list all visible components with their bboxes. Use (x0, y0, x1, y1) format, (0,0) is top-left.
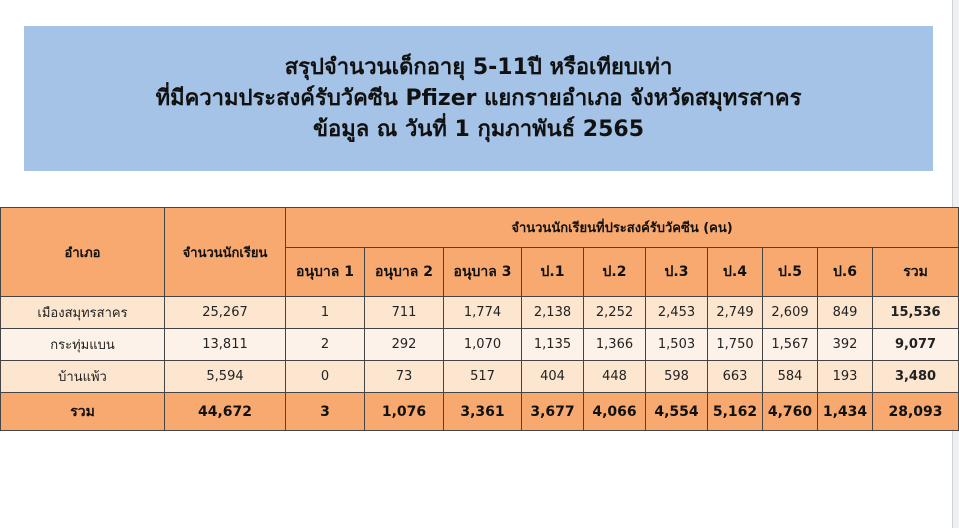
total-value-cell: 4,760 (763, 393, 818, 431)
value-cell: 517 (444, 361, 522, 393)
total-students: 44,672 (165, 393, 286, 431)
header-kg2: อนุบาล 2 (365, 248, 444, 297)
students-cell: 5,594 (165, 361, 286, 393)
value-cell: 584 (763, 361, 818, 393)
value-cell: 448 (584, 361, 646, 393)
total-row (1, 393, 959, 431)
value-cell: 2,453 (646, 297, 708, 329)
row-sum-cell: 15,536 (873, 297, 959, 329)
value-cell: 392 (818, 329, 873, 361)
header-sum: รวม (873, 248, 959, 297)
students-cell: 25,267 (165, 297, 286, 329)
value-cell: 73 (365, 361, 444, 393)
value-cell: 1,567 (763, 329, 818, 361)
value-cell: 2,749 (708, 297, 763, 329)
value-cell: 292 (365, 329, 444, 361)
district-cell: เมืองสมุทรสาคร (1, 297, 165, 329)
value-cell: 663 (708, 361, 763, 393)
district-cell: กระทุ่มแบน (1, 329, 165, 361)
value-cell: 598 (646, 361, 708, 393)
table-row (1, 297, 959, 329)
total-value-cell: 3,677 (522, 393, 584, 431)
value-cell: 2,138 (522, 297, 584, 329)
title-line-3: ข้อมูล ณ วันที่ 1 กุมภาพันธ์ 2565 (312, 117, 645, 142)
value-cell: 711 (365, 297, 444, 329)
value-cell: 404 (522, 361, 584, 393)
total-value-cell: 3,361 (444, 393, 522, 431)
header-students: จำนวนนักเรียน (165, 208, 286, 297)
title-banner (24, 26, 933, 171)
value-cell: 1,135 (522, 329, 584, 361)
header-p4: ป.4 (708, 248, 763, 297)
grand-total-cell: 28,093 (873, 393, 959, 431)
header-kg1: อนุบาล 1 (286, 248, 365, 297)
value-cell: 1 (286, 297, 365, 329)
students-cell: 13,811 (165, 329, 286, 361)
total-value-cell: 3 (286, 393, 365, 431)
vaccine-table (0, 207, 959, 431)
total-value-cell: 4,066 (584, 393, 646, 431)
total-label: รวม (1, 393, 165, 431)
value-cell: 1,774 (444, 297, 522, 329)
header-p5: ป.5 (763, 248, 818, 297)
value-cell: 2 (286, 329, 365, 361)
value-cell: 2,609 (763, 297, 818, 329)
header-p2: ป.2 (584, 248, 646, 297)
value-cell: 1,366 (584, 329, 646, 361)
title-line-2: ที่มีความประสงค์รับวัคซีน Pfizer แยกรายอำเภอ จังหวัดสมุทรสาคร (155, 86, 802, 111)
header-p6: ป.6 (818, 248, 873, 297)
table-row (1, 361, 959, 393)
header-p1: ป.1 (522, 248, 584, 297)
value-cell: 849 (818, 297, 873, 329)
header-district: อำเภอ (1, 208, 165, 297)
table-header-row (1, 208, 959, 248)
title-line-1: สรุปจำนวนเด็กอายุ 5-11ปี หรือเทียบเท่า (284, 55, 673, 80)
header-group: จำนวนนักเรียนที่ประสงค์รับวัคซีน (คน) (286, 208, 959, 248)
table-row (1, 329, 959, 361)
total-value-cell: 4,554 (646, 393, 708, 431)
value-cell: 2,252 (584, 297, 646, 329)
district-cell: บ้านแพ้ว (1, 361, 165, 393)
value-cell: 0 (286, 361, 365, 393)
header-kg3: อนุบาล 3 (444, 248, 522, 297)
row-sum-cell: 9,077 (873, 329, 959, 361)
row-sum-cell: 3,480 (873, 361, 959, 393)
value-cell: 193 (818, 361, 873, 393)
value-cell: 1,750 (708, 329, 763, 361)
total-value-cell: 1,076 (365, 393, 444, 431)
value-cell: 1,503 (646, 329, 708, 361)
total-value-cell: 1,434 (818, 393, 873, 431)
total-value-cell: 5,162 (708, 393, 763, 431)
header-p3: ป.3 (646, 248, 708, 297)
value-cell: 1,070 (444, 329, 522, 361)
